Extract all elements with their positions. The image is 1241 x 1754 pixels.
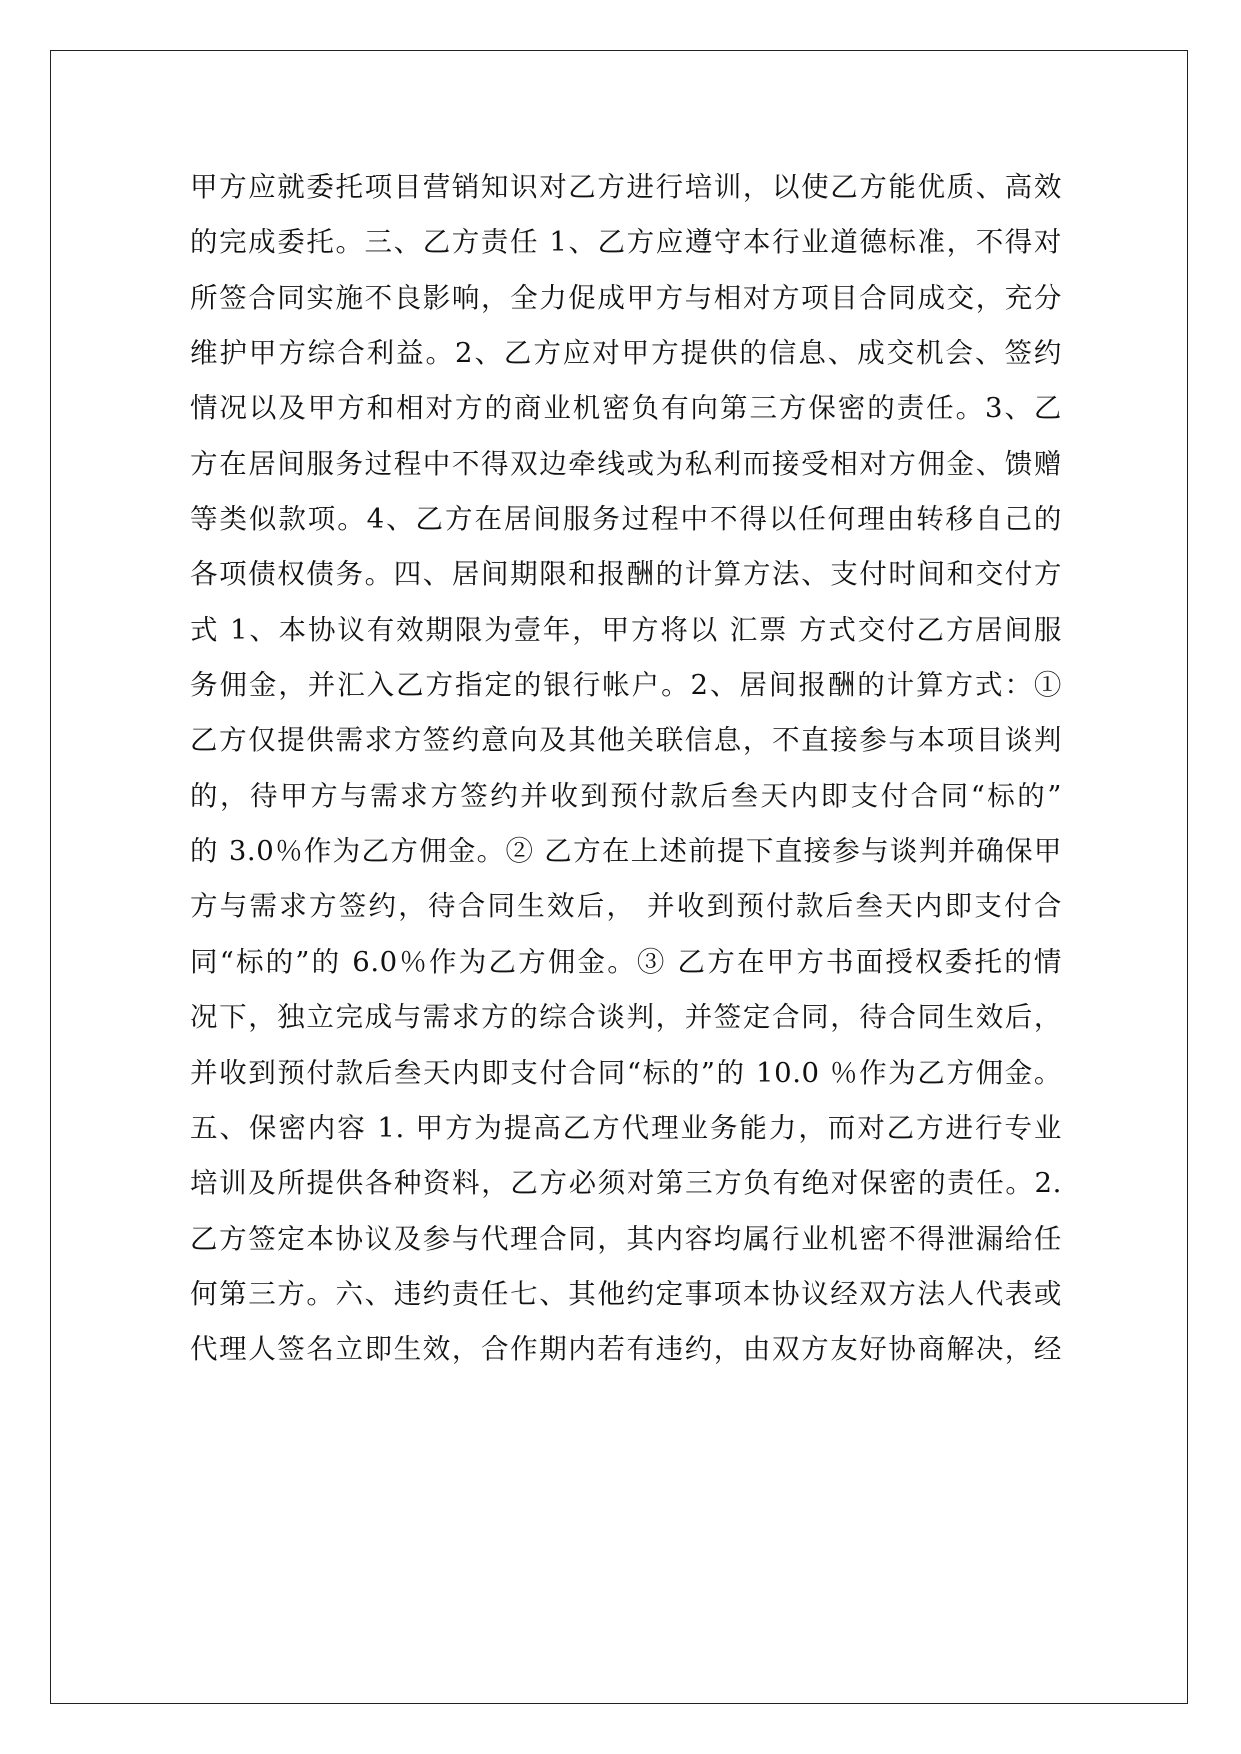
text-line: 况下，独立完成与需求方的综合谈判，并签定合同，待合同生效后， bbox=[190, 1001, 1062, 1034]
text-line: 培训及所提供各种资料，乙方必须对第三方负有绝对保密的责任。2. bbox=[190, 1167, 1062, 1200]
text-line: 的，待甲方与需求方签约并收到预付款后叁天内即支付合同“标的” bbox=[190, 779, 1062, 812]
text-line: 代理人签名立即生效，合作期内若有违约，由双方友好协商解决，经 bbox=[190, 1333, 1062, 1366]
text-line: 何第三方。六、违约责任七、其他约定事项本协议经双方法人代表或 bbox=[190, 1277, 1062, 1310]
text-line: 式 1、本协议有效期限为壹年，甲方将以 汇票 方式交付乙方居间服 bbox=[190, 613, 1062, 646]
text-line: 的完成委托。三、乙方责任 1、乙方应遵守本行业道德标准，不得对 bbox=[190, 226, 1062, 259]
text-line: 各项债权债务。四、居间期限和报酬的计算方法、支付时间和交付方 bbox=[190, 558, 1062, 591]
text-line: 情况以及甲方和相对方的商业机密负有向第三方保密的责任。3、乙 bbox=[190, 392, 1062, 425]
text-line: 等类似款项。4、乙方在居间服务过程中不得以任何理由转移自己的 bbox=[190, 503, 1062, 536]
text-line: 并收到预付款后叁天内即支付合同“标的”的 10.0 ％作为乙方佣金。 bbox=[190, 1056, 1062, 1089]
contract-body-text bbox=[190, 160, 1062, 1378]
text-line: 同“标的”的 6.0％作为乙方佣金。③ 乙方在甲方书面授权委托的情 bbox=[190, 945, 1062, 978]
text-line: 所签合同实施不良影响，全力促成甲方与相对方项目合同成交，充分 bbox=[190, 281, 1062, 314]
text-line: 五、保密内容 1. 甲方为提高乙方代理业务能力，而对乙方进行专业 bbox=[190, 1111, 1062, 1144]
text-line: 乙方签定本协议及参与代理合同，其内容均属行业机密不得泄漏给任 bbox=[190, 1222, 1062, 1255]
text-line: 方在居间服务过程中不得双边牵线或为私利而接受相对方佣金、馈赠 bbox=[190, 447, 1062, 480]
text-line: 维护甲方综合利益。2、乙方应对甲方提供的信息、成交机会、签约 bbox=[190, 337, 1062, 370]
text-line: 乙方仅提供需求方签约意向及其他关联信息，不直接参与本项目谈判 bbox=[190, 724, 1062, 757]
text-line: 的 3.0％作为乙方佣金。② 乙方在上述前提下直接参与谈判并确保甲 bbox=[190, 835, 1062, 868]
text-line: 务佣金，并汇入乙方指定的银行帐户。2、居间报酬的计算方式：① bbox=[190, 669, 1062, 702]
text-line: 甲方应就委托项目营销知识对乙方进行培训，以使乙方能优质、高效 bbox=[190, 171, 1062, 203]
text-line: 方与需求方签约，待合同生效后， 并收到预付款后叁天内即支付合 bbox=[190, 890, 1062, 923]
